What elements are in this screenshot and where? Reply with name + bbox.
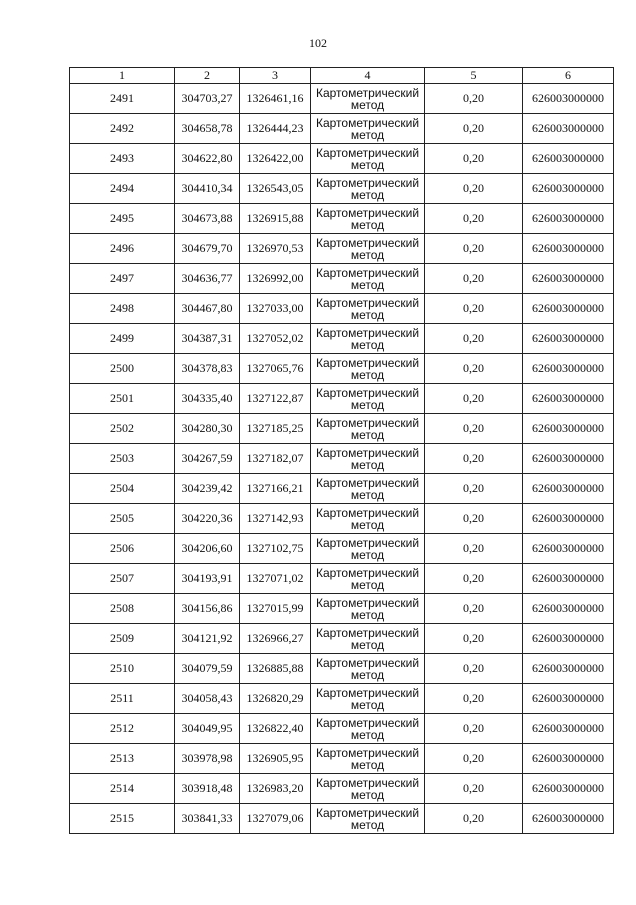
point-number-cell: 2499	[70, 324, 175, 354]
accuracy-cell: 0,20	[425, 234, 523, 264]
method-line-1: Картометрический	[315, 325, 420, 340]
y-coordinate-cell: 1326915,88	[240, 204, 311, 234]
y-coordinate-cell: 1326822,40	[240, 714, 311, 744]
method-cell	[311, 744, 425, 774]
point-number-cell: 2513	[70, 744, 175, 774]
method-line-2: метод	[350, 247, 385, 262]
x-coordinate-cell: 303978,98	[175, 744, 240, 774]
method-line-2: метод	[350, 727, 385, 742]
code-cell: 626003000000	[523, 564, 614, 594]
x-coordinate-cell: 304121,92	[175, 624, 240, 654]
accuracy-cell: 0,20	[425, 714, 523, 744]
y-coordinate-cell: 1326966,27	[240, 624, 311, 654]
method-cell	[311, 384, 425, 414]
code-cell: 626003000000	[523, 354, 614, 384]
y-coordinate-cell: 1327033,00	[240, 294, 311, 324]
method-line-2: метод	[350, 637, 385, 652]
point-number-cell: 2507	[70, 564, 175, 594]
y-coordinate-cell: 1326444,23	[240, 114, 311, 144]
accuracy-cell: 0,20	[425, 294, 523, 324]
point-number-cell: 2492	[70, 114, 175, 144]
accuracy-cell: 0,20	[425, 204, 523, 234]
point-number-cell: 2495	[70, 204, 175, 234]
method-cell	[311, 264, 425, 294]
code-cell: 626003000000	[523, 684, 614, 714]
column-header-5: 5	[425, 68, 523, 84]
code-cell: 626003000000	[523, 624, 614, 654]
y-coordinate-cell: 1326905,95	[240, 744, 311, 774]
table-row	[70, 384, 614, 414]
point-number-cell: 2510	[70, 654, 175, 684]
accuracy-cell: 0,20	[425, 354, 523, 384]
point-number-cell: 2503	[70, 444, 175, 474]
point-number-cell: 2512	[70, 714, 175, 744]
y-coordinate-cell: 1327079,06	[240, 804, 311, 834]
point-number-cell: 2491	[70, 84, 175, 114]
y-coordinate-cell: 1326820,29	[240, 684, 311, 714]
table-header-row	[70, 68, 614, 84]
table-row	[70, 294, 614, 324]
method-line-2: метод	[350, 487, 385, 502]
table-row	[70, 234, 614, 264]
method-cell	[311, 414, 425, 444]
method-cell	[311, 84, 425, 114]
accuracy-cell: 0,20	[425, 174, 523, 204]
page-number: 102	[309, 36, 327, 50]
method-line-1: Картометрический	[315, 775, 420, 790]
accuracy-cell: 0,20	[425, 504, 523, 534]
code-cell: 626003000000	[523, 534, 614, 564]
table-row	[70, 264, 614, 294]
y-coordinate-cell: 1327122,87	[240, 384, 311, 414]
method-line-2: метод	[350, 397, 385, 412]
point-number-cell: 2506	[70, 534, 175, 564]
method-line-1: Картометрический	[315, 295, 420, 310]
table-body	[70, 84, 614, 834]
code-cell: 626003000000	[523, 504, 614, 534]
point-number-cell: 2505	[70, 504, 175, 534]
method-line-1: Картометрический	[315, 415, 420, 430]
x-coordinate-cell: 303841,33	[175, 804, 240, 834]
accuracy-cell: 0,20	[425, 564, 523, 594]
accuracy-cell: 0,20	[425, 804, 523, 834]
column-header-4: 4	[311, 68, 425, 84]
method-line-2: метод	[350, 427, 385, 442]
method-line-1: Картометрический	[315, 505, 420, 520]
y-coordinate-cell: 1326983,20	[240, 774, 311, 804]
accuracy-cell: 0,20	[425, 384, 523, 414]
table-row	[70, 744, 614, 774]
table-row	[70, 684, 614, 714]
x-coordinate-cell: 304622,80	[175, 144, 240, 174]
method-line-1: Картометрический	[315, 475, 420, 490]
method-cell	[311, 504, 425, 534]
point-number-cell: 2500	[70, 354, 175, 384]
method-line-2: метод	[350, 667, 385, 682]
table-row	[70, 564, 614, 594]
y-coordinate-cell: 1326970,53	[240, 234, 311, 264]
method-line-2: метод	[350, 817, 385, 832]
point-number-cell: 2493	[70, 144, 175, 174]
method-line-2: метод	[350, 97, 385, 112]
x-coordinate-cell: 304239,42	[175, 474, 240, 504]
accuracy-cell: 0,20	[425, 144, 523, 174]
x-coordinate-cell: 304193,91	[175, 564, 240, 594]
code-cell: 626003000000	[523, 204, 614, 234]
table-row	[70, 624, 614, 654]
method-line-2: метод	[350, 367, 385, 382]
method-line-2: метод	[350, 307, 385, 322]
point-number-cell: 2514	[70, 774, 175, 804]
method-cell	[311, 624, 425, 654]
method-line-1: Картометрический	[315, 535, 420, 550]
method-line-1: Картометрический	[315, 175, 420, 190]
x-coordinate-cell: 304280,30	[175, 414, 240, 444]
coordinates-table	[69, 67, 614, 834]
method-line-1: Картометрический	[315, 115, 420, 130]
x-coordinate-cell: 304467,80	[175, 294, 240, 324]
method-line-2: метод	[350, 517, 385, 532]
point-number-cell: 2501	[70, 384, 175, 414]
code-cell: 626003000000	[523, 474, 614, 504]
code-cell: 626003000000	[523, 264, 614, 294]
x-coordinate-cell: 304378,83	[175, 354, 240, 384]
code-cell: 626003000000	[523, 444, 614, 474]
table-row	[70, 324, 614, 354]
table-row	[70, 804, 614, 834]
method-line-1: Картометрический	[315, 205, 420, 220]
x-coordinate-cell: 304636,77	[175, 264, 240, 294]
method-line-2: метод	[350, 277, 385, 292]
method-line-1: Картометрический	[315, 145, 420, 160]
code-cell: 626003000000	[523, 114, 614, 144]
method-line-2: метод	[350, 457, 385, 472]
y-coordinate-cell: 1326992,00	[240, 264, 311, 294]
code-cell: 626003000000	[523, 234, 614, 264]
method-line-1: Картометрический	[315, 445, 420, 460]
method-cell	[311, 444, 425, 474]
x-coordinate-cell: 304673,88	[175, 204, 240, 234]
table-row	[70, 534, 614, 564]
x-coordinate-cell: 304079,59	[175, 654, 240, 684]
point-number-cell: 2508	[70, 594, 175, 624]
method-line-2: метод	[350, 607, 385, 622]
accuracy-cell: 0,20	[425, 534, 523, 564]
y-coordinate-cell: 1327182,07	[240, 444, 311, 474]
point-number-cell: 2494	[70, 174, 175, 204]
method-line-1: Картометрический	[315, 685, 420, 700]
code-cell: 626003000000	[523, 654, 614, 684]
x-coordinate-cell: 304058,43	[175, 684, 240, 714]
accuracy-cell: 0,20	[425, 114, 523, 144]
accuracy-cell: 0,20	[425, 414, 523, 444]
method-line-1: Картометрический	[315, 655, 420, 670]
table-row	[70, 654, 614, 684]
method-line-1: Картометрический	[315, 385, 420, 400]
y-coordinate-cell: 1326422,00	[240, 144, 311, 174]
table-row	[70, 774, 614, 804]
method-line-1: Картометрический	[315, 805, 420, 820]
point-number-cell: 2496	[70, 234, 175, 264]
accuracy-cell: 0,20	[425, 684, 523, 714]
method-line-2: метод	[350, 547, 385, 562]
method-cell	[311, 564, 425, 594]
method-cell	[311, 324, 425, 354]
x-coordinate-cell: 304658,78	[175, 114, 240, 144]
x-coordinate-cell: 304220,36	[175, 504, 240, 534]
method-line-1: Картометрический	[315, 565, 420, 580]
code-cell: 626003000000	[523, 774, 614, 804]
method-cell	[311, 204, 425, 234]
code-cell: 626003000000	[523, 324, 614, 354]
x-coordinate-cell: 304049,95	[175, 714, 240, 744]
y-coordinate-cell: 1327071,02	[240, 564, 311, 594]
method-cell	[311, 684, 425, 714]
method-cell	[311, 234, 425, 264]
code-cell: 626003000000	[523, 714, 614, 744]
x-coordinate-cell: 304703,27	[175, 84, 240, 114]
code-cell: 626003000000	[523, 804, 614, 834]
method-cell	[311, 714, 425, 744]
point-number-cell: 2515	[70, 804, 175, 834]
table-row	[70, 444, 614, 474]
accuracy-cell: 0,20	[425, 654, 523, 684]
column-header-6: 6	[523, 68, 614, 84]
table-row	[70, 594, 614, 624]
method-cell	[311, 174, 425, 204]
point-number-cell: 2502	[70, 414, 175, 444]
method-line-2: метод	[350, 187, 385, 202]
method-line-1: Картометрический	[315, 235, 420, 250]
method-line-1: Картометрический	[315, 355, 420, 370]
method-line-1: Картометрический	[315, 85, 420, 100]
y-coordinate-cell: 1326885,88	[240, 654, 311, 684]
y-coordinate-cell: 1327065,76	[240, 354, 311, 384]
table-row	[70, 414, 614, 444]
x-coordinate-cell: 304335,40	[175, 384, 240, 414]
method-line-1: Картометрический	[315, 595, 420, 610]
y-coordinate-cell: 1327015,99	[240, 594, 311, 624]
method-cell	[311, 114, 425, 144]
code-cell: 626003000000	[523, 84, 614, 114]
method-cell	[311, 294, 425, 324]
table-row	[70, 354, 614, 384]
x-coordinate-cell: 304679,70	[175, 234, 240, 264]
y-coordinate-cell: 1327185,25	[240, 414, 311, 444]
table-row	[70, 714, 614, 744]
table-row	[70, 114, 614, 144]
table-row	[70, 144, 614, 174]
method-cell	[311, 534, 425, 564]
point-number-cell: 2497	[70, 264, 175, 294]
x-coordinate-cell: 304387,31	[175, 324, 240, 354]
method-line-2: метод	[350, 577, 385, 592]
y-coordinate-cell: 1327166,21	[240, 474, 311, 504]
table-row	[70, 174, 614, 204]
method-line-1: Картометрический	[315, 715, 420, 730]
code-cell: 626003000000	[523, 744, 614, 774]
x-coordinate-cell: 304267,59	[175, 444, 240, 474]
table-row	[70, 504, 614, 534]
method-line-1: Картометрический	[315, 265, 420, 280]
method-cell	[311, 354, 425, 384]
table-row	[70, 474, 614, 504]
accuracy-cell: 0,20	[425, 744, 523, 774]
point-number-cell: 2504	[70, 474, 175, 504]
x-coordinate-cell: 304206,60	[175, 534, 240, 564]
accuracy-cell: 0,20	[425, 264, 523, 294]
method-line-2: метод	[350, 697, 385, 712]
method-line-2: метод	[350, 127, 385, 142]
point-number-cell: 2498	[70, 294, 175, 324]
method-cell	[311, 804, 425, 834]
code-cell: 626003000000	[523, 144, 614, 174]
method-cell	[311, 594, 425, 624]
column-header-1: 1	[70, 68, 175, 84]
method-cell	[311, 654, 425, 684]
code-cell: 626003000000	[523, 174, 614, 204]
accuracy-cell: 0,20	[425, 624, 523, 654]
y-coordinate-cell: 1327142,93	[240, 504, 311, 534]
accuracy-cell: 0,20	[425, 444, 523, 474]
x-coordinate-cell: 304156,86	[175, 594, 240, 624]
method-line-2: метод	[350, 217, 385, 232]
x-coordinate-cell: 303918,48	[175, 774, 240, 804]
column-header-2: 2	[175, 68, 240, 84]
method-cell	[311, 474, 425, 504]
method-line-2: метод	[350, 157, 385, 172]
method-cell	[311, 144, 425, 174]
y-coordinate-cell: 1326461,16	[240, 84, 311, 114]
method-cell	[311, 774, 425, 804]
code-cell: 626003000000	[523, 294, 614, 324]
method-line-1: Картометрический	[315, 625, 420, 640]
method-line-2: метод	[350, 787, 385, 802]
accuracy-cell: 0,20	[425, 474, 523, 504]
method-line-2: метод	[350, 757, 385, 772]
y-coordinate-cell: 1327052,02	[240, 324, 311, 354]
y-coordinate-cell: 1327102,75	[240, 534, 311, 564]
accuracy-cell: 0,20	[425, 594, 523, 624]
y-coordinate-cell: 1326543,05	[240, 174, 311, 204]
column-header-3: 3	[240, 68, 311, 84]
accuracy-cell: 0,20	[425, 774, 523, 804]
point-number-cell: 2509	[70, 624, 175, 654]
code-cell: 626003000000	[523, 414, 614, 444]
x-coordinate-cell: 304410,34	[175, 174, 240, 204]
method-line-2: метод	[350, 337, 385, 352]
point-number-cell: 2511	[70, 684, 175, 714]
table-row	[70, 84, 614, 114]
code-cell: 626003000000	[523, 384, 614, 414]
table-row	[70, 204, 614, 234]
accuracy-cell: 0,20	[425, 84, 523, 114]
method-line-1: Картометрический	[315, 745, 420, 760]
accuracy-cell: 0,20	[425, 324, 523, 354]
code-cell: 626003000000	[523, 594, 614, 624]
